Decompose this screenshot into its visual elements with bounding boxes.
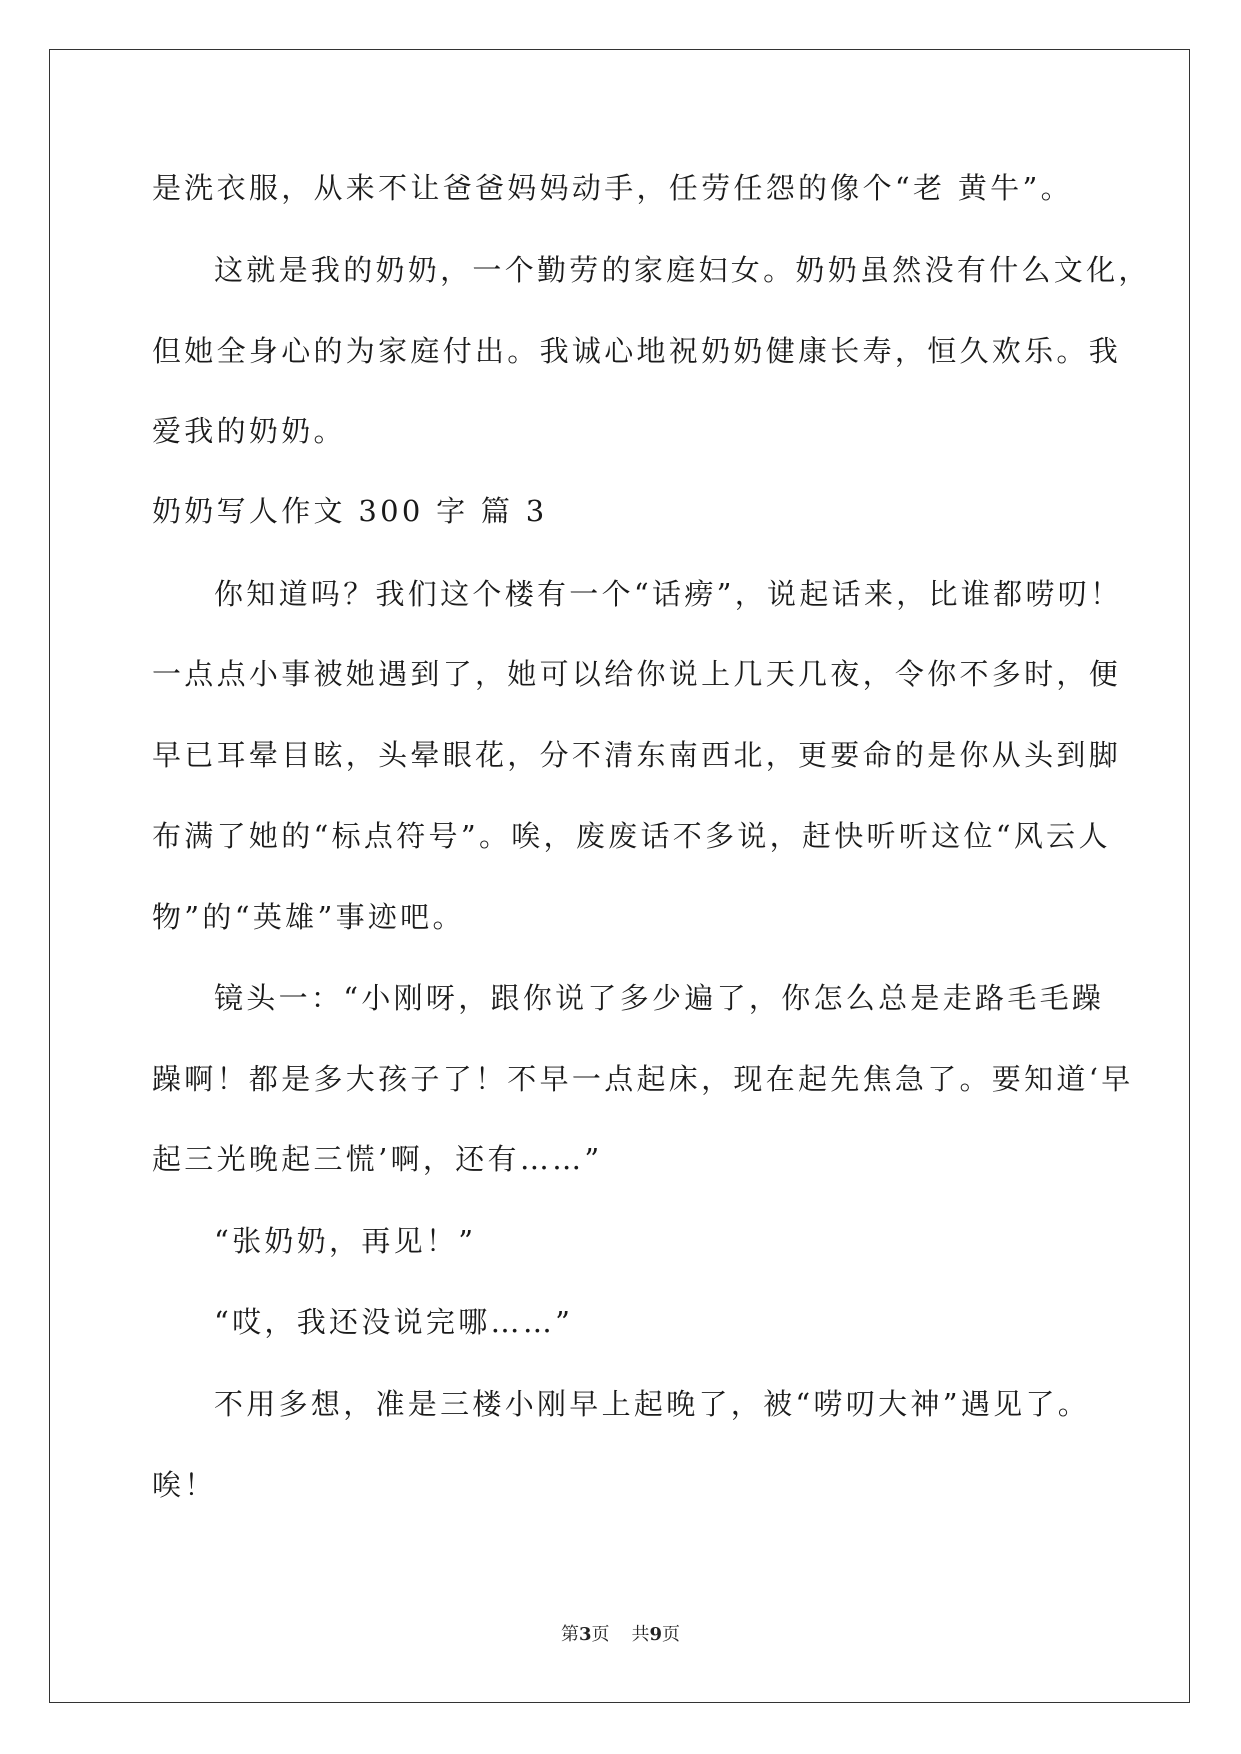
text-line: 但她全身心的为家庭付出。我诚心地祝奶奶健康长寿，恒久欢乐。我 — [152, 334, 1122, 368]
page-label-mid: 页 — [591, 1624, 610, 1645]
paragraph-start: 你知道吗？我们这个楼有一个“话痨”，说起话来，比谁都唠叨！ — [214, 577, 1123, 611]
text-line: 布满了她的“标点符号”。唉，废废话不多说，赶快听听这位“风云人 — [152, 819, 1111, 853]
text-line: 一点点小事被她遇到了，她可以给你说上几天几夜，令你不多时，便 — [152, 657, 1122, 691]
page-label-prefix: 第 — [560, 1624, 579, 1645]
page-total: 9 — [649, 1624, 663, 1645]
text-line: 起三光晚起三慌’啊，还有……” — [152, 1142, 603, 1176]
paragraph-start: 这就是我的奶奶，一个勤劳的家庭妇女。奶奶虽然没有什么文化， — [214, 253, 1151, 287]
page-current: 3 — [578, 1624, 592, 1645]
section-heading: 奶奶写人作文 300 字 篇 3 — [152, 494, 548, 528]
total-label-suffix: 页 — [662, 1624, 681, 1645]
total-label-prefix: 共 — [631, 1624, 650, 1645]
text-line: 爱我的奶奶。 — [152, 414, 346, 448]
paragraph-start: 镜头一：“小刚呀，跟你说了多少遍了，你怎么总是走路毛毛躁 — [214, 981, 1105, 1015]
paragraph-start: “哎，我还没说完哪……” — [214, 1305, 574, 1339]
text-line: 是洗衣服，从来不让爸爸妈妈动手，任劳任怨的像个“老 黄牛”。 — [152, 171, 1073, 205]
text-line: 物”的“英雄”事迹吧。 — [152, 900, 465, 934]
paragraph-start: “张奶奶，再见！” — [214, 1224, 477, 1258]
paragraph-start: 不用多想，准是三楼小刚早上起晚了，被“唠叨大神”遇见了。 — [214, 1387, 1091, 1421]
page-footer — [0, 1620, 1241, 1646]
page-border — [49, 49, 1190, 1703]
text-line: 唉！ — [152, 1468, 217, 1502]
text-line: 早已耳晕目眩，头晕眼花，分不清东南西北，更要命的是你从头到脚 — [152, 738, 1122, 772]
text-line: 躁啊！都是多大孩子了！不早一点起床，现在起先焦急了。要知道‘早 — [152, 1062, 1134, 1096]
